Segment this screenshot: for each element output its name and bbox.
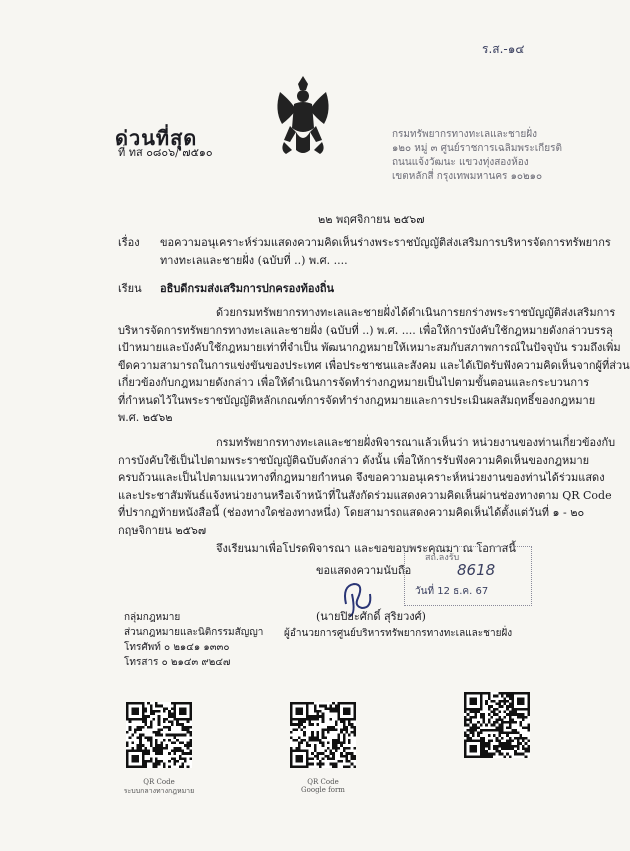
qr-caption-line: ระบบกลางทางกฎหมาย bbox=[123, 787, 195, 795]
paragraph-line: บริหารจัดการทรัพยากรทางทะเลและชายฝั่ง (ฉบับที่ ..) พ.ศ. .... เพื่อให้การบังคับใช้กฎหมายดังกล่าวบรรลุ bbox=[118, 323, 613, 337]
address-line: กรมทรัพยากรทางทะเลและชายฝั่ง bbox=[392, 129, 538, 140]
qr-caption-line: QR Code bbox=[307, 778, 339, 786]
sender-address bbox=[392, 128, 562, 184]
paragraph-line: การบังคับใช้เป็นไปตามพระราชบัญญัติฉบับดังกล่าว ดังนั้น เพื่อให้การรับฟังความคิดเห็นของกฎหมาย bbox=[118, 453, 590, 467]
qr-code-third[interactable] bbox=[464, 692, 530, 758]
paragraph-line: ครบถ้วนและเป็นไปตามแนวทางที่กฎหมายกำหนด จึงขอความอนุเคราะห์หน่วยงานของท่านได้ร่วมแสดง bbox=[118, 471, 605, 484]
address-line: เขตหลักสี่ กรุงเทพมหานคร ๑๐๒๑๐ bbox=[392, 171, 543, 182]
qr-caption bbox=[106, 778, 212, 797]
document-date: ๒๒ พฤศจิกายน ๒๕๖๗ bbox=[318, 213, 425, 226]
address-line: ถนนแจ้งวัฒนะ แขวงทุ่งสองห้อง bbox=[392, 157, 529, 168]
paragraph-line: เป้าหมายและบังคับใช้กฎหมายเท่าที่จำเป็น พัฒนากฎหมายให้เหมาะสมกับสภาพการณ์ในปัจจุบัน รวมถึงเพิ่ม bbox=[118, 341, 621, 354]
body-paragraph-2 bbox=[118, 434, 616, 539]
document-number: ที่ ทส ๐๘๐๖/ ๗๕๑๐ bbox=[118, 146, 213, 159]
contact-line: กลุ่มกฎหมาย bbox=[124, 612, 181, 623]
subject-line: ขอความอนุเคราะห์ร่วมแสดงความคิดเห็นร่างพระราชบัญญัติส่งเสริมการบริหารจัดการทรัพยากร bbox=[160, 236, 611, 249]
qr-caption-line: QR Code bbox=[143, 778, 175, 786]
stamp-date: วันที่ 12 ธ.ค. 67 bbox=[415, 586, 489, 597]
paragraph-line: ด้วยกรมทรัพยากรทางทะเลและชายฝั่งได้ดำเนินการยกร่างพระราชบัญญัติส่งเสริมการ bbox=[216, 306, 616, 319]
paragraph-line: กรมทรัพยากรทางทะเลและชายฝั่งพิจารณาแล้วเห็นว่า หน่วยงานของท่านเกี่ยวข้องกับ bbox=[216, 436, 616, 449]
contact-line: ส่วนกฎหมายและนิติกรรมสัญญา bbox=[124, 627, 264, 638]
closing-sentence: จึงเรียนมาเพื่อโปรดพิจารณา และขอขอบพระคุณมา ณ โอกาสนี้ bbox=[216, 542, 516, 555]
signer-name: (นายปิยะศักดิ์ สุริยวงศ์) bbox=[316, 610, 426, 623]
paragraph-line: พ.ศ. ๒๕๖๒ bbox=[118, 411, 173, 424]
valediction: ขอแสดงความนับถือ bbox=[316, 564, 412, 577]
body-paragraph-1 bbox=[118, 304, 630, 427]
qr-code-legal-system[interactable] bbox=[126, 702, 192, 768]
recipient-label: เรียน bbox=[118, 282, 142, 295]
subject-text bbox=[160, 236, 611, 268]
qr-caption-line: Google form bbox=[301, 786, 345, 794]
urgent-stamp: ด่วนที่สุด bbox=[115, 126, 198, 150]
subject-line: ทางทะเลและชายฝั่ง (ฉบับที่ ..) พ.ศ. .... bbox=[160, 254, 348, 267]
subject-label: เรื่อง bbox=[118, 236, 140, 249]
paragraph-line: ที่กำหนดไว้ในพระราชบัญญัติหลักเกณฑ์การจัดทำร่างกฎหมายและการประเมินผลสัมฤทธิ์ของกฎหมาย bbox=[118, 393, 596, 407]
qr-caption bbox=[270, 778, 376, 794]
stamp-office: สถ.ลงรับ bbox=[425, 553, 460, 563]
paragraph-line: กฤษจิกายน ๒๕๖๗ bbox=[118, 523, 207, 537]
paragraph-line: ขีดความสามารถในการแข่งขันของประเทศ เพื่อประชาชนและสังคม และได้เปิดรับฟังความคิดเห็นจากผู้ที่ส่วน bbox=[118, 358, 630, 372]
signer-position: ผู้อำนวยการศูนย์บริหารทรัพยากรทางทะเลและชายฝั่ง bbox=[284, 628, 513, 639]
contact-line: โทรสาร ๐ ๒๑๔๓ ๙๒๔๗ bbox=[124, 657, 231, 668]
contact-line: โทรศัพท์ ๐ ๒๑๔๑ ๑๓๓๐ bbox=[124, 642, 230, 653]
paragraph-line: เกี่ยวข้องกับกฎหมายดังกล่าว เพื่อให้ดำเนินการจัดทำร่างกฎหมายเป็นไปตามขั้นตอนและกระบวนการ bbox=[118, 376, 590, 389]
stamp-number: 8618 bbox=[457, 561, 496, 579]
address-line: ๑๒๐ หมู่ ๓ ศูนย์ราชการเฉลิมพระเกียรติ bbox=[392, 143, 562, 154]
paragraph-line: ที่ปรากฏท้ายหนังสือนี้ (ช่องทางใดช่องทางหนึ่ง) โดยสามารถแสดงความคิดเห็นได้ตั้งแต่วันที่ ๑ - ๒๐ bbox=[118, 506, 585, 519]
recipient-name: อธิบดีกรมส่งเสริมการปกครองท้องถิ่น bbox=[160, 282, 335, 295]
garuda-emblem bbox=[270, 70, 336, 158]
qr-code-google-form[interactable] bbox=[290, 702, 356, 768]
receiving-stamp bbox=[404, 546, 532, 606]
handwritten-reference: ร.ส.-๑๔ bbox=[482, 42, 525, 56]
paragraph-line: และประชาสัมพันธ์แจ้งหน่วยงานหรือเจ้าหน้าที่ในสังกัดร่วมแสดงความคิดเห็นผ่านช่องทางตาม QR Code bbox=[118, 488, 612, 502]
contact-info bbox=[124, 610, 263, 670]
